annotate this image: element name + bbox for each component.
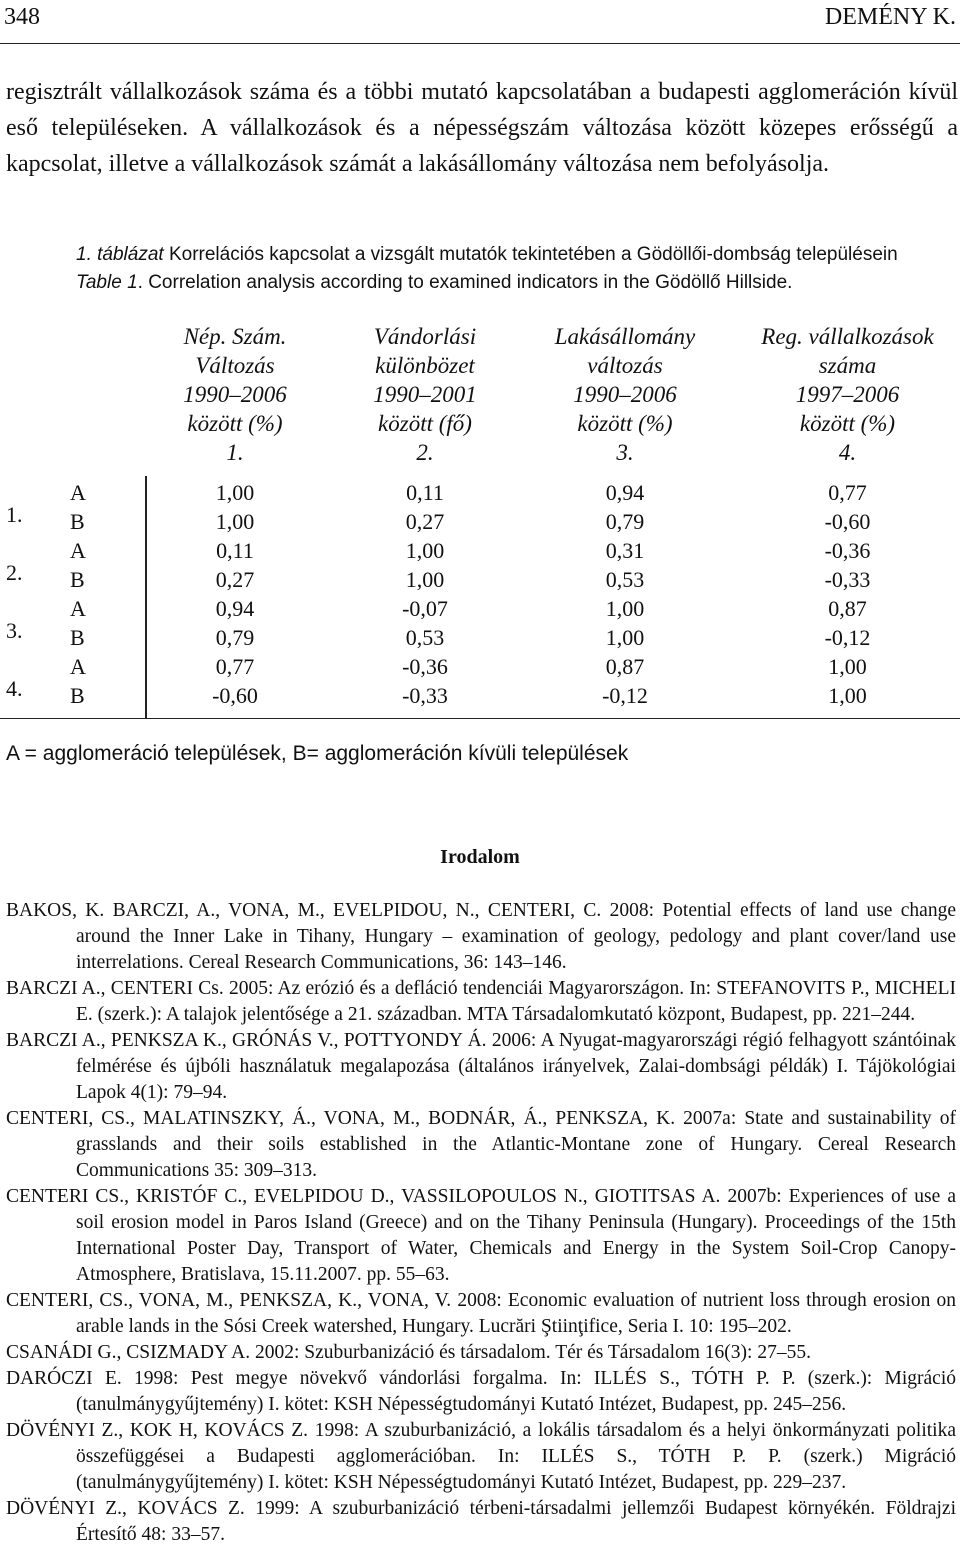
table-cell: 0,11 <box>216 538 254 563</box>
table-cell: 1,00 <box>215 480 255 505</box>
table-cell: -0,33 <box>824 567 871 592</box>
table-cell: 1,00 <box>605 625 645 650</box>
table-cell: 0,53 <box>405 625 445 650</box>
group-label: A <box>70 480 86 505</box>
table-cell: 0,79 <box>215 625 255 650</box>
table-cell: 0,94 <box>215 596 255 621</box>
table-cell: 0,53 <box>605 567 645 592</box>
group-label: B <box>70 625 85 650</box>
table-cell: 0,94 <box>605 480 645 505</box>
references-list <box>6 898 956 1548</box>
reference-item: CSANÁDI G., CSIZMADY A. 2002: Szuburbanizáció és társadalom. Tér és Társadalom 16(3): 27–55. <box>6 1342 811 1363</box>
table-cell: 0,31 <box>605 538 645 563</box>
reference-item: DÖVÉNYI Z., KOVÁCS Z. 1999: A szuburbanizáció térbeni-társadalmi jellemzői Budapest környékén. Földrajzi Értesítő 48: 33–57. <box>6 1498 956 1545</box>
header-line: 1. <box>226 440 244 465</box>
table-cell: 0,11 <box>406 480 444 505</box>
table-row <box>0 596 960 625</box>
correlation-table <box>0 316 960 719</box>
table-row <box>0 480 960 509</box>
column-header-4 <box>735 322 960 467</box>
header-line: 1990–2006 <box>183 382 287 407</box>
header-line: Változás <box>195 353 275 378</box>
table-cell: -0,12 <box>824 625 871 650</box>
table-cell: 1,00 <box>215 509 255 534</box>
references-heading: Irodalom <box>440 846 520 868</box>
header-line: 2. <box>416 440 434 465</box>
header-line: 1997–2006 <box>795 382 900 407</box>
table-cell: 0,87 <box>828 596 867 621</box>
page-header <box>0 0 960 44</box>
table-row <box>0 654 960 683</box>
header-line: Reg. vállalkozások <box>761 324 934 349</box>
table-caption-en <box>76 272 956 294</box>
table-cell: 1,00 <box>828 654 867 679</box>
header-line: Lakásállomány <box>554 324 696 349</box>
page-number: 348 <box>4 4 40 30</box>
caption-text-hu: Korrelációs kapcsolat a vizsgált mutatók tekintetében a Gödöllői-dombság településein <box>163 244 898 265</box>
reference-item: CENTERI, CS., VONA, M., PENKSZA, K., VONA, V. 2008: Economic evaluation of nutrient loss through erosion on arable lands in the Sósi Creek watershed, Hungary. Lucrări Ştiinţifice, Seria I. 10: 195–202. <box>6 1290 956 1337</box>
group-label: B <box>70 567 85 592</box>
header-line: Nép. Szám. <box>183 324 287 349</box>
column-header-1 <box>145 322 325 467</box>
header-line: különbözet <box>375 353 475 378</box>
table-cell: 1,00 <box>405 567 445 592</box>
reference-item: DÖVÉNYI Z., KOK H, KOVÁCS Z. 1998: A szuburbanizáció, a lokális társadalom és a helyi önkormányzati politika összefüggései a Budapesti agglomerációban. In: ILLÉS S., TÓTH P. P. (szerk.) Migráció (tanulmánygyűjtemény) I. kötet: KSH Népességtudományi Kutató Intézet, Budapest, pp. 229–237. <box>6 1420 956 1493</box>
table-cell: -0,60 <box>824 509 871 534</box>
table-cell: -0,36 <box>824 538 871 563</box>
column-header-3 <box>520 322 730 467</box>
table-row <box>0 567 960 596</box>
group-label: A <box>70 654 86 679</box>
reference-item: BARCZI A., CENTERI Cs. 2005: Az erózió és a defláció tendenciái Magyarországon. In: STEFANOVITS P., MICHELI E. (szerk.): A talajok jelentősége a 21. században. MTA Társadalomkutató központ, Budapest, pp. 221–244. <box>6 978 956 1025</box>
group-label: B <box>70 683 85 708</box>
header-line: 1990–2006 <box>573 382 677 407</box>
header-line: között (%) <box>799 411 896 436</box>
table-row <box>0 683 960 712</box>
table-row <box>0 625 960 654</box>
table-row <box>0 509 960 538</box>
table-note: A = agglomeráció települések, B= agglomeráción kívüli települések <box>6 742 629 765</box>
table-cell: -0,60 <box>212 683 258 708</box>
reference-item: CENTERI, CS., MALATINSZKY, Á., VONA, M., BODNÁR, Á., PENKSZA, K. 2007a: State and sustainability of grasslands and their soils established in the Atlantic-Montane zone of Hungary. Cereal Research Communications 35: 309–313. <box>6 1108 956 1181</box>
table-cell: 0,27 <box>405 509 445 534</box>
header-line: között (fő) <box>378 411 472 436</box>
header-line: száma <box>818 353 877 378</box>
table-cell: -0,33 <box>402 683 448 708</box>
header-line: 1990–2001 <box>373 382 477 407</box>
reference-item: DARÓCZI E. 1998: Pest megye növekvő vándorlási forgalma. In: ILLÉS S., TÓTH P. P. (szerk.): Migráció (tanulmánygyűjtemény) I. kötet: KSH Népességtudományi Kutató Intézet, Budapest, pp. 245–256. <box>6 1368 956 1415</box>
header-line: Vándorlási <box>373 324 477 349</box>
row-number: 1. <box>6 502 23 527</box>
header-line: változás <box>587 353 663 378</box>
table-cell: 0,87 <box>605 654 645 679</box>
header-line: 3. <box>616 440 634 465</box>
table-cell: 1,00 <box>605 596 645 621</box>
reference-item: BARCZI A., PENKSZA K., GRÓNÁS V., POTTYONDY Á. 2006: A Nyugat-magyarországi régió felhagyott szántóinak felmérése és újbóli használatuk megalapozása (általános irányelvek, Zalai-dombsági példák) I. Tájökológiai Lapok 4(1): 79–94. <box>6 1030 956 1103</box>
row-number: 4. <box>6 676 23 701</box>
body-paragraph: regisztrált vállalkozások száma és a többi mutató kapcsolatában a budapesti agglomeráción kívül eső településeken. A vállalkozások és a népességszám változása között közepes erősségű a kapcsolat, illetve a vállalkozások számát a lakásállomány változása nem befolyásolja. <box>6 79 958 177</box>
reference-item: CENTERI CS., KRISTÓF C., EVELPIDOU D., VASSILOPOULOS N., GIOTITSAS A. 2007b: Experiences of use a soil erosion model in Paros Island (Greece) and on the Tihany Peninsula (Hungary). Proceedings of the 15th International Poster Day, Transport of Water, Chemicals and Energy in the System Soil-Crop Canopy-Atmosphere, Bratislava, 15.11.2007. pp. 55–63. <box>6 1186 956 1285</box>
table-cell: 0,79 <box>605 509 645 534</box>
caption-text-en: . Correlation analysis according to examined indicators in the Gödöllő Hillside. <box>137 272 793 293</box>
group-label: A <box>70 596 86 621</box>
running-head: DEMÉNY K. <box>824 4 956 30</box>
row-number: 3. <box>6 618 23 643</box>
caption-label-en: Table 1 <box>76 272 138 293</box>
table-cell: -0,12 <box>602 683 648 708</box>
table-cell: 0,77 <box>828 480 867 505</box>
table-cell: -0,36 <box>402 654 448 679</box>
header-line: között (%) <box>577 411 673 436</box>
group-label: A <box>70 538 86 563</box>
header-line: között (%) <box>187 411 283 436</box>
table-cell: -0,07 <box>402 596 448 621</box>
table-cell: 0,77 <box>215 654 255 679</box>
table-row <box>0 538 960 567</box>
table-cell: 1,00 <box>405 538 445 563</box>
group-label: B <box>70 509 85 534</box>
table-caption-hu <box>76 244 956 266</box>
reference-item: BAKOS, K. BARCZI, A., VONA, M., EVELPIDOU, N., CENTERI, C. 2008: Potential effects of land use change around the Inner Lake in Tihany, Hungary – examination of geology, pedology and plant cover/land use interrelations. Cereal Research Communications, 36: 143–146. <box>6 900 956 973</box>
header-line: 4. <box>838 440 857 465</box>
table-cell: 1,00 <box>828 683 867 708</box>
column-header-2 <box>325 322 525 467</box>
table-cell: 0,27 <box>215 567 255 592</box>
caption-label-hu: 1. táblázat <box>76 244 164 265</box>
row-number: 2. <box>6 560 23 585</box>
